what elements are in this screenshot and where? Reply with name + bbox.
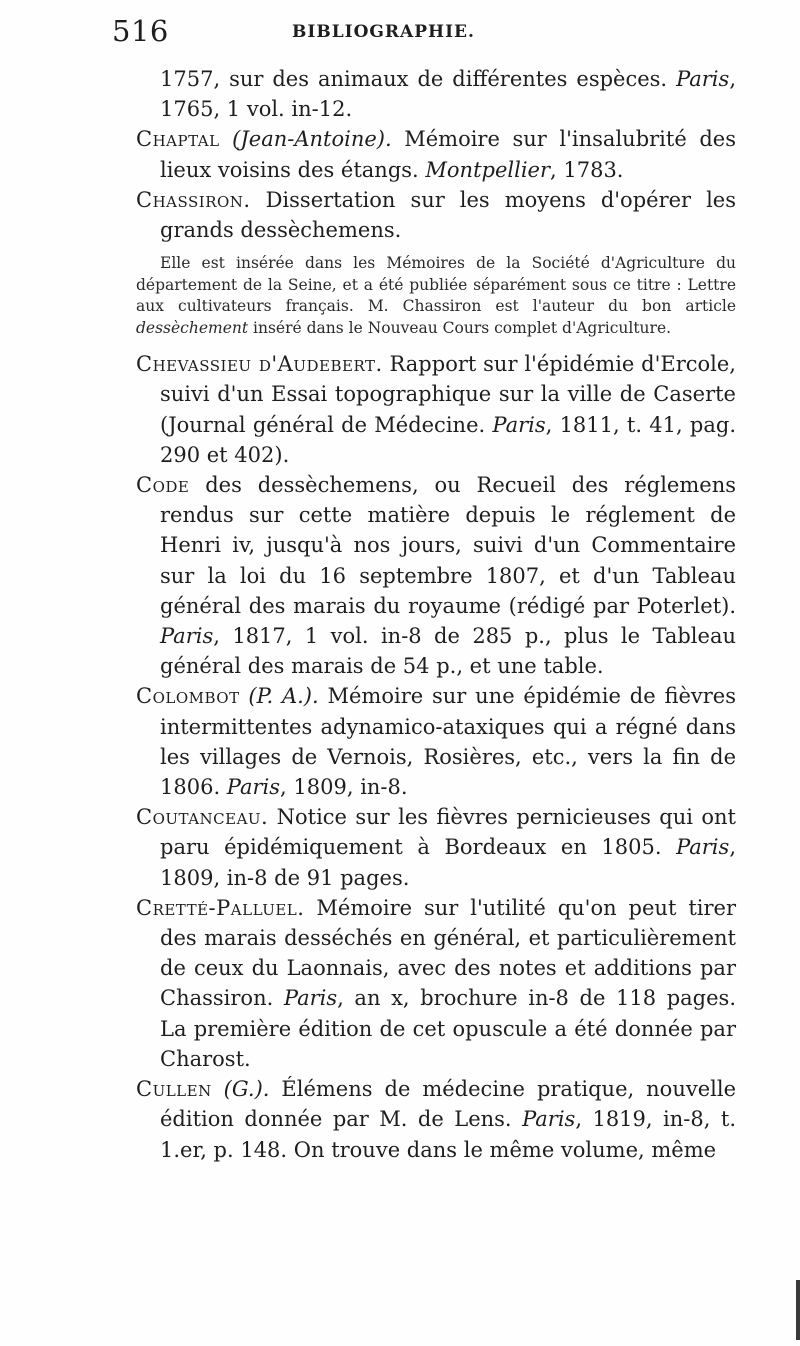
entry-crette-palluel (136, 893, 736, 1074)
entry-text: Mémoire sur l'insalubrité des lieux voisins des étangs. (160, 127, 736, 182)
entry-author: Coutanceau. (136, 805, 269, 830)
entry-author: Cullen (136, 1077, 212, 1102)
entry-chassiron (136, 185, 736, 245)
entry-text: 1757, sur des animaux de différentes espèces. (160, 67, 677, 91)
entry-place: Paris (492, 412, 546, 437)
entry-place: Paris (226, 775, 281, 800)
entry-text-tail: , 1809, in-8. (280, 775, 408, 800)
entry-chaptal (136, 124, 736, 184)
entry-author-detail: (G.). (211, 1077, 282, 1102)
entry-text-tail: , 1809, in-8 de 91 pages. (160, 835, 736, 890)
entry-author-detail: (P. A.). (239, 684, 328, 709)
entry-text-tail: , 1765, 1 vol. in-12. (160, 67, 736, 122)
running-head: BIBLIOGRAPHIE. (292, 22, 475, 42)
entry-text: Mémoire sur l'utilité qu'on peut tirer des marais desséchés en général, et particulièrement de ceux du Laonnais, avec des notes et additions par Chassiron. (160, 895, 736, 1011)
entry-text-tail: , 1783. (550, 157, 624, 182)
note-text: Elle est insérée dans les Mémoires de la Société d'Agriculture du département de la Seine, et a été publiée séparément sous ce titre : Lettre aux cultivateurs français. M. Chassiron est l'auteur du bon article (136, 254, 736, 316)
entry-text: Élémens de médecine pratique, nouvelle édition donnée par M. de Lens. (160, 1077, 736, 1132)
entry-text: Dissertation sur les moyens d'opérer les grands dessèchemens. (160, 187, 736, 243)
entry-author-detail: (Jean-Antoine). (219, 127, 405, 152)
entry-author: Colombot (136, 684, 240, 709)
page-number: 516 (112, 14, 169, 48)
entry-place: Paris (160, 624, 214, 649)
entry-coutanceau (136, 802, 736, 893)
entry-text-tail: , 1811, t. 41, pag. 290 et 402). (160, 412, 736, 467)
entry-author: Chassiron. (136, 187, 251, 212)
entry-text: Mémoire sur une épidémie de fièvres intermittentes adynamico-ataxiques qui a régné dans les villages de Vernois, Rosières, etc., vers la fin de 1806. (160, 684, 736, 800)
entry-author: Cretté-Palluel. (136, 895, 305, 920)
entry-text: Rapport sur l'épidémie d'Ercole, suivi d'un Essai topographique sur la ville de Caserte (Journal général de Médecine. (160, 352, 736, 437)
bibliography-list (136, 64, 736, 1165)
entry-text-tail: , 1819, in-8, t. 1.er, p. 148. On trouve dans le même volume, même (160, 1107, 736, 1162)
page-header (112, 14, 732, 54)
entry-code (136, 470, 736, 681)
entry-author: Chaptal (136, 127, 220, 152)
entry-text-tail: , 1817, 1 vol. in-8 de 285 p., plus le Tableau général des marais de 54 p., et une table. (160, 624, 736, 679)
page-edge-shadow (796, 1280, 800, 1340)
note-emphasis: dessèchement (136, 318, 249, 337)
entry-place: Paris (283, 986, 338, 1011)
entry-place: Paris (522, 1107, 576, 1132)
entry-place: Montpellier (425, 157, 551, 182)
entry-chevassieu (136, 349, 736, 470)
entry-text: Notice sur les fièvres pernicieuses qui ont paru épidémiquement à Bordeaux en 1805. (160, 805, 736, 860)
entry-text: des dessèchemens, ou Recueil des réglemens rendus sur cette matière depuis le réglement de Henri iv, jusqu'à nos jours, suivi d'un Commentaire sur la loi du 16 septembre 1807, et d'un Tableau général des marais du royaume (rédigé par Poterlet). (160, 473, 736, 618)
entry-note (136, 253, 736, 339)
entry-text-tail: , an x, brochure in-8 de 118 pages. La première édition de cet opuscule a été donnée par Charost. (160, 986, 736, 1071)
entry-continuation (136, 64, 736, 124)
entry-cullen (136, 1074, 736, 1165)
note-text-tail: inséré dans le Nouveau Cours complet d'Agriculture. (248, 318, 672, 337)
entry-colombot (136, 681, 736, 802)
entry-author: Code (136, 473, 190, 498)
entry-author: Chevassieu d'Audebert. (136, 352, 383, 377)
entry-place: Paris (676, 67, 730, 91)
entry-place: Paris (676, 835, 730, 860)
